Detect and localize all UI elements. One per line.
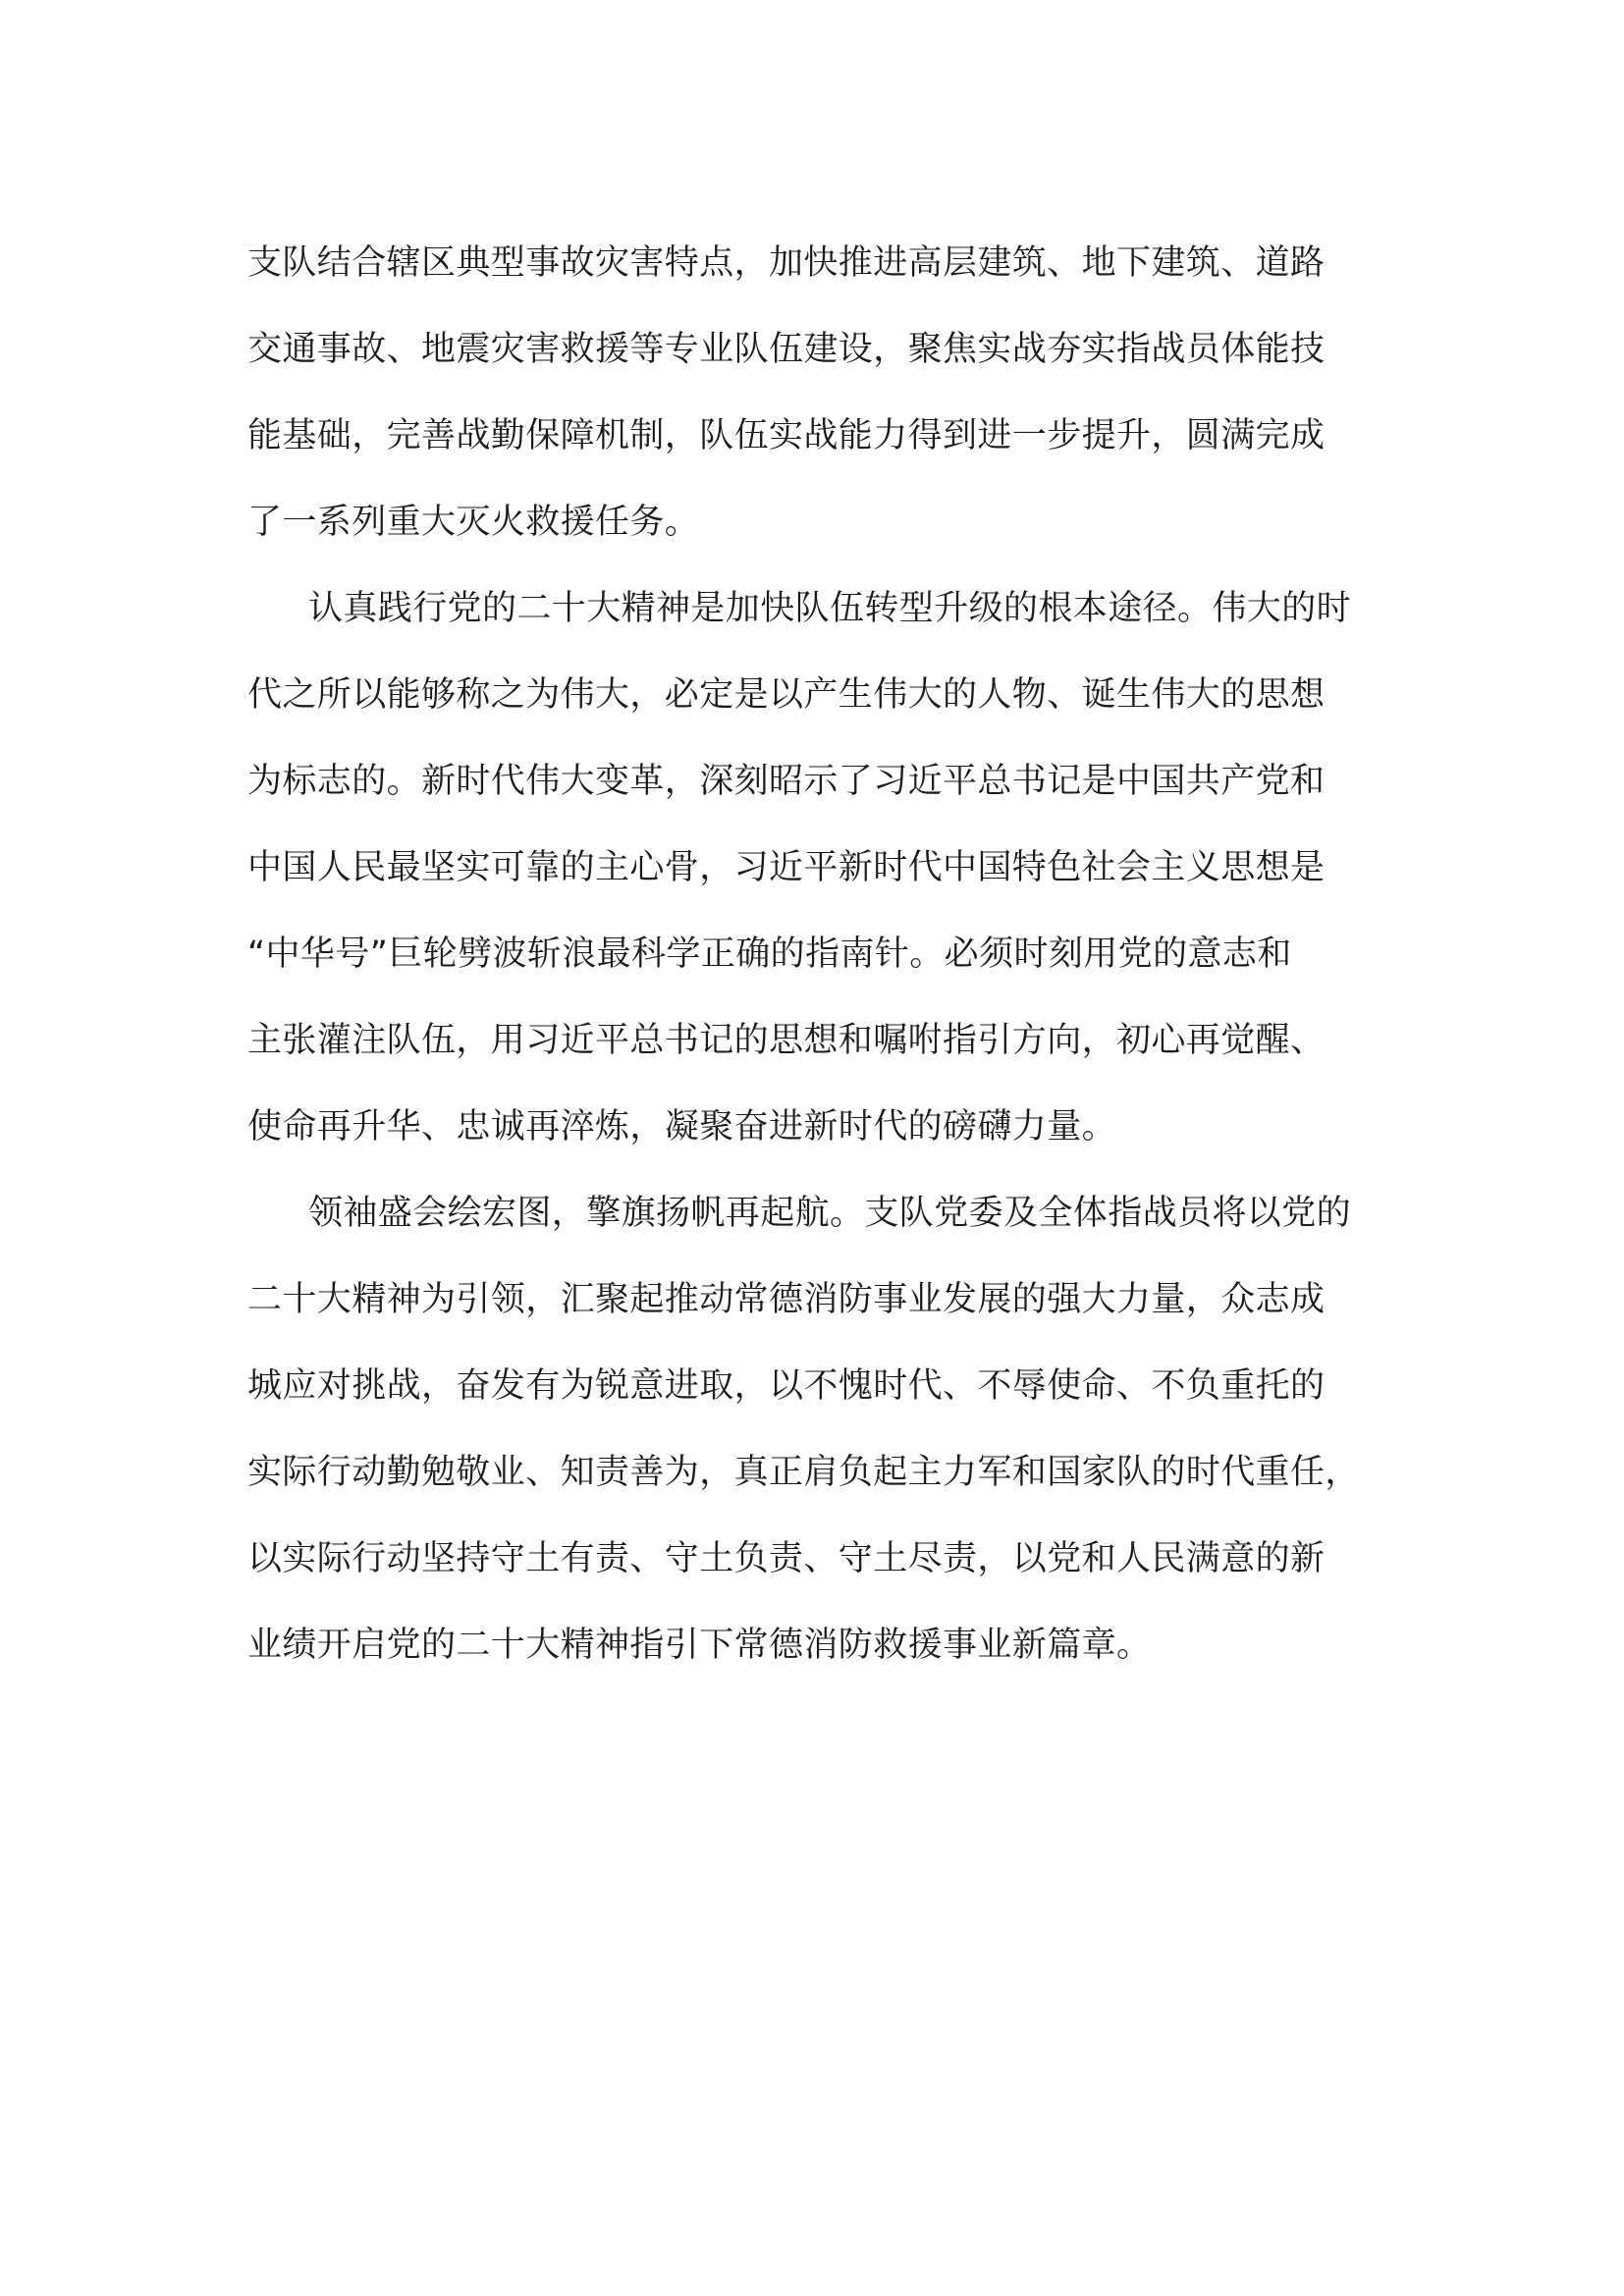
text-line-first: 认真践行党的二十大精神是加快队伍转型升级的根本途径。伟大的时	[308, 589, 1352, 628]
text-line: 实际行动勤勉敬业、知责善为，真正肩负起主力军和国家队的时代重任，	[247, 1453, 1360, 1492]
text-line: 能基础，完善战勤保障机制，队伍实战能力得到进一步提升，圆满完成	[247, 416, 1326, 455]
text-line: 业绩开启党的二十大精神指引下常德消防救援事业新篇章。	[247, 1626, 1152, 1665]
text-line: 支队结合辖区典型事故灾害特点，加快推进高层建筑、地下建筑、道路	[247, 243, 1326, 283]
text-line: 城应对挑战，奋发有为锐意进取，以不愧时代、不辱使命、不负重托的	[247, 1366, 1326, 1406]
paragraph-1	[247, 220, 1386, 565]
text-line-first: 领袖盛会绘宏图，擎旗扬帆再起航。支队党委及全体指战员将以党的	[308, 1194, 1352, 1233]
paragraph-3	[247, 1170, 1386, 1688]
text-line: 使命再升华、忠诚再淬炼，凝聚奋进新时代的磅礴力量。	[247, 1107, 1117, 1147]
paragraph-2	[247, 565, 1386, 1170]
text-line: 二十大精神为引领，汇聚起推动常德消防事业发展的强大力量，众志成	[247, 1280, 1326, 1319]
text-line: “中华号”巨轮劈波斩浪最科学正确的指南针。必须时刻用党的意志和	[247, 934, 1292, 974]
text-line: 交通事故、地震灾害救援等专业队伍建设，聚焦实战夯实指战员体能技	[247, 330, 1326, 369]
document-body	[247, 220, 1386, 1688]
text-line: 为标志的。新时代伟大变革，深刻昭示了习近平总书记是中国共产党和	[247, 762, 1326, 801]
text-line: 代之所以能够称之为伟大，必定是以产生伟大的人物、诞生伟大的思想	[247, 675, 1326, 715]
text-line: 了一系列重大灭火救援任务。	[247, 503, 700, 542]
text-line: 中国人民最坚实可靠的主心骨，习近平新时代中国特色社会主义思想是	[247, 848, 1326, 887]
text-line: 主张灌注队伍，用习近平总书记的思想和嘱咐指引方向，初心再觉醒、	[247, 1021, 1326, 1060]
text-line: 以实际行动坚持守土有责、守土负责、守土尽责，以党和人民满意的新	[247, 1539, 1326, 1578]
